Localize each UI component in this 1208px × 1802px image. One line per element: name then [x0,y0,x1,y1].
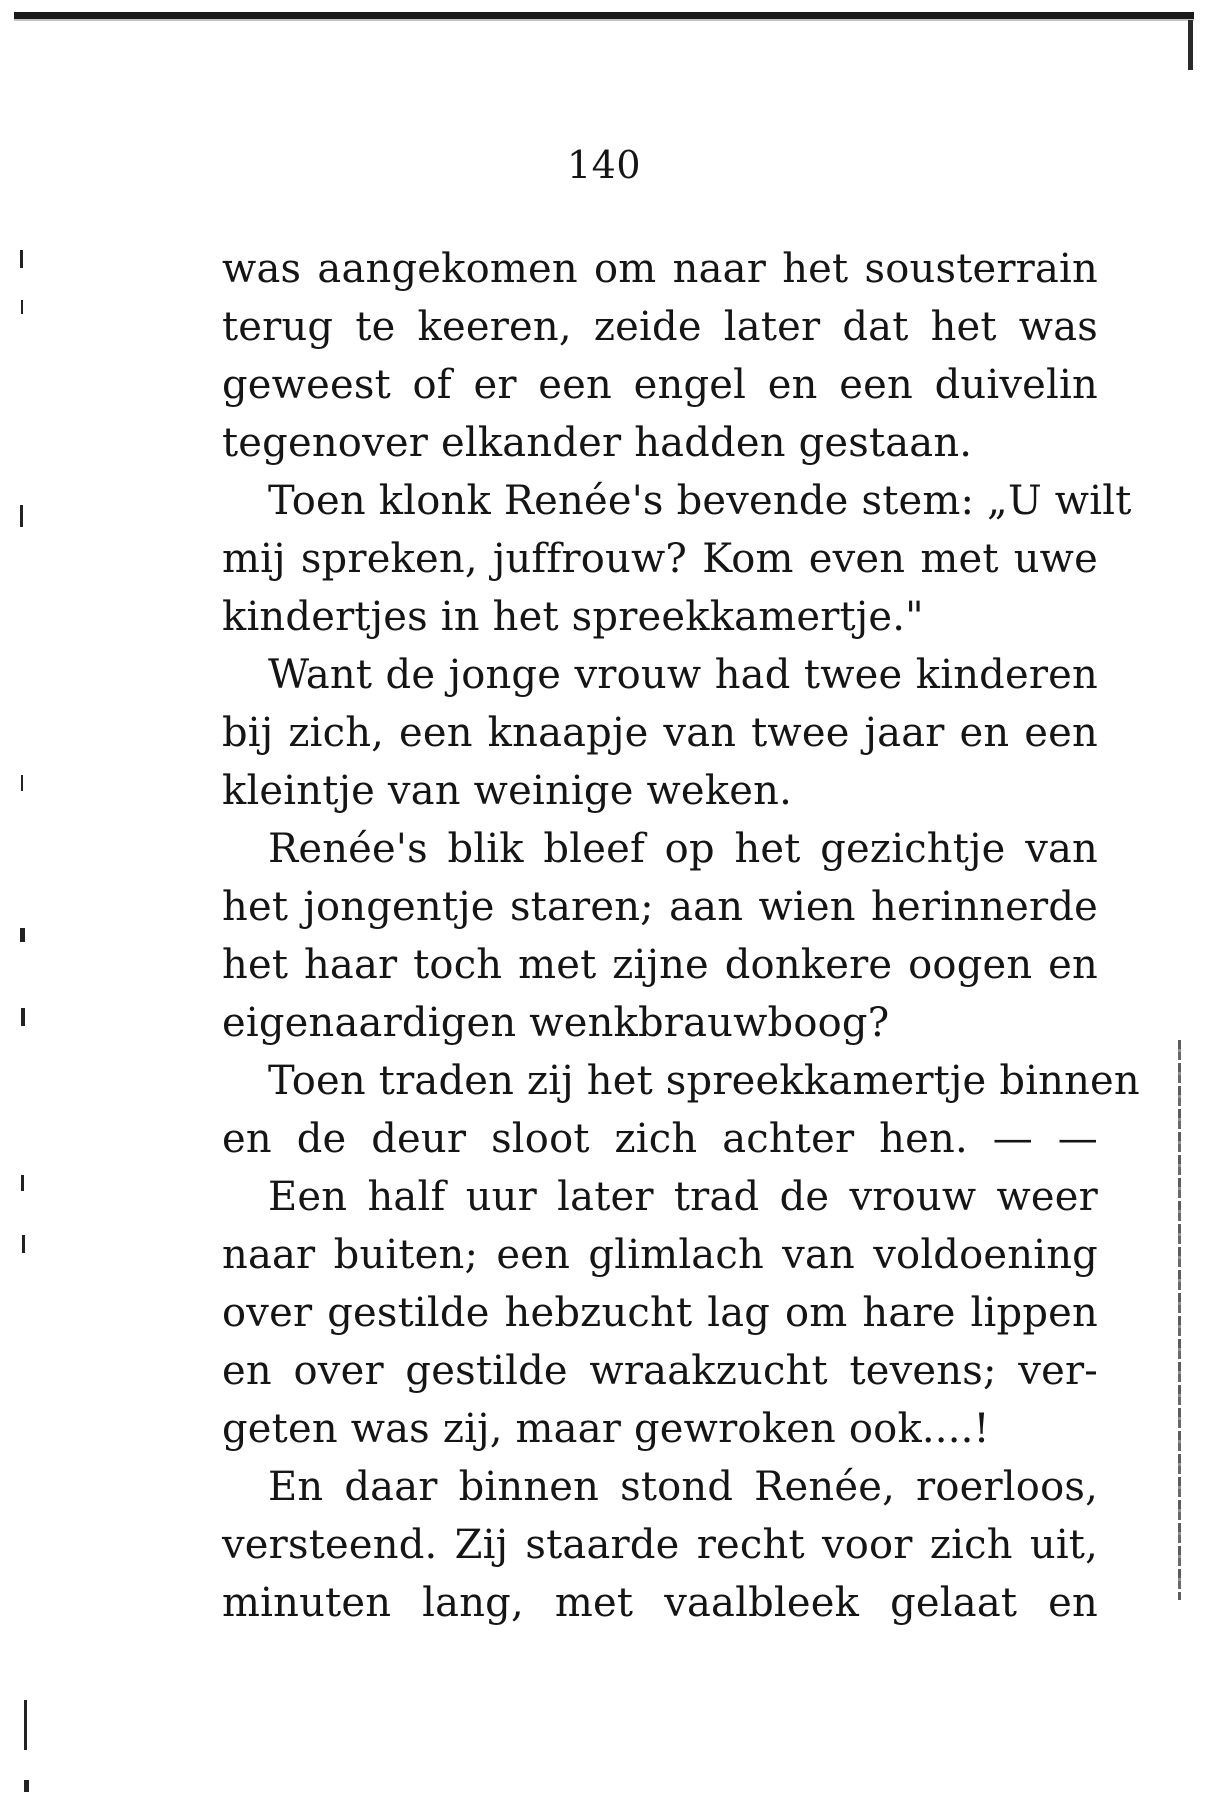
text-line: Want de jonge vrouw had twee kinderen [268,652,1098,698]
text-line: En daar binnen stond Renée, roerloos, [268,1464,1098,1510]
body-text [222,240,1140,1632]
gutter-mark [24,1700,27,1750]
page-right-edge [1188,20,1193,70]
gutter-mark [20,250,23,268]
text-line: naar buiten; een glimlach van voldoening [222,1232,1098,1278]
text-line: versteend. Zij staarde recht voor zich uit, [222,1522,1098,1568]
text-line: Renée's blik bleef op het gezichtje van [268,826,1098,872]
text-line: kleintje van weinige weken. [222,768,792,814]
text-line: minuten lang, met vaalbleek gelaat en [222,1580,1098,1626]
gutter-mark [21,1008,25,1026]
gutter-mark [21,1175,24,1191]
text-line: Toen traden zij het spreekkamertje binnen [268,1058,1140,1104]
text-line: en over gestilde wraakzucht tevens; ver- [222,1348,1098,1394]
text-line: bij zich, een knaapje van twee jaar en een [222,710,1098,756]
text-line: het haar toch met zijne donkere oogen en [222,942,1098,988]
gutter-mark [21,775,23,791]
text-line: geweest of er een engel en een duivelin [222,362,1098,408]
text-line: tegenover elkander hadden gestaan. [222,420,973,466]
text-line: en de deur sloot zich achter hen. — — [222,1116,1098,1162]
gutter-mark [24,1780,29,1792]
gutter-mark [20,928,25,942]
page-top-border-shadow [14,19,1194,21]
text-line: het jongentje staren; aan wien herinnerde [222,884,1098,930]
text-line: over gestilde hebzucht lag om hare lippen [222,1290,1098,1336]
text-line: kindertjes in het spreekkamertje." [222,594,924,640]
text-line: Toen klonk Renée's bevende stem: „U wilt [268,478,1132,524]
gutter-mark [22,1235,25,1253]
page-top-border [14,12,1194,19]
page-number: 140 [566,143,642,187]
text-line: Een half uur later trad de vrouw weer [268,1174,1098,1220]
page-right-bleed-through [1178,1040,1181,1600]
text-line: was aangekomen om naar het sousterrain [222,246,1098,292]
gutter-mark [20,505,23,527]
text-line: mij spreken, juffrouw? Kom even met uwe [222,536,1098,582]
text-line: terug te keeren, zeide later dat het was [222,304,1098,350]
gutter-mark [21,300,23,314]
text-line: geten was zij, maar gewroken ook....! [222,1406,990,1452]
text-line: eigenaardigen wenkbrauwboog? [222,1000,890,1046]
